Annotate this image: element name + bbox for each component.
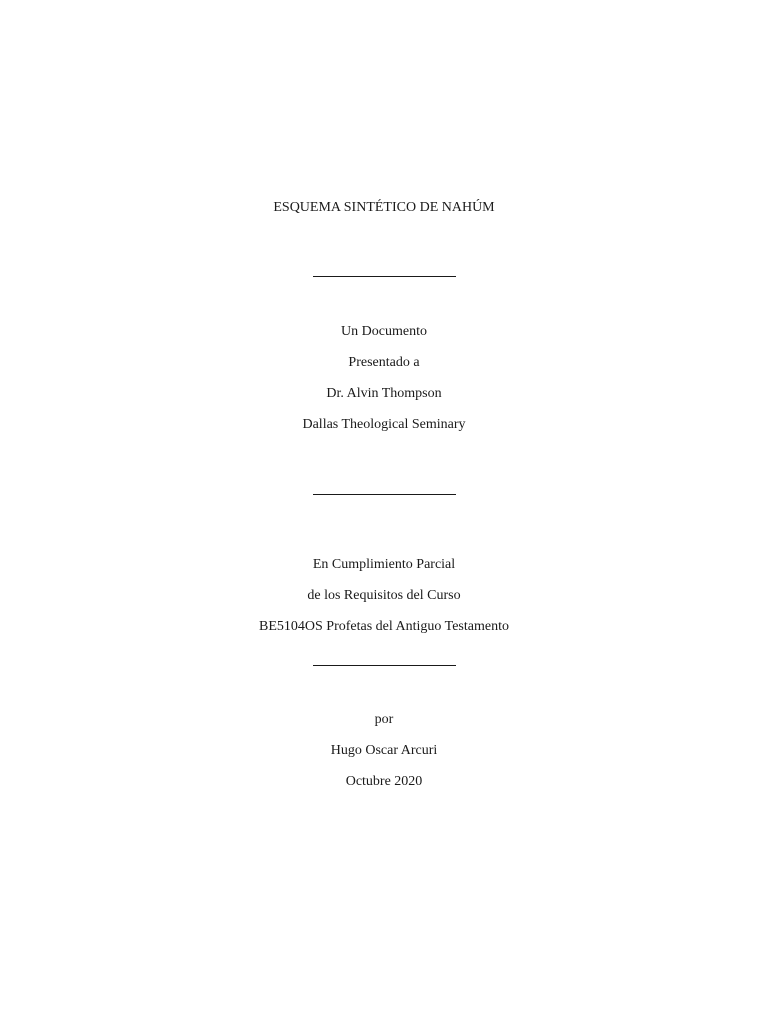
course-name: BE5104OS Profetas del Antiguo Testamento [259, 619, 509, 634]
separator-line [313, 494, 456, 495]
fulfillment-line-2: de los Requisitos del Curso [307, 588, 461, 603]
presentation-line-1: Un Documento [341, 324, 427, 339]
institution-name: Dallas Theological Seminary [302, 417, 466, 432]
presentation-line-2: Presentado a [348, 355, 420, 370]
document-date: Octubre 2020 [345, 774, 423, 789]
separator-line [313, 276, 456, 277]
professor-name: Dr. Alvin Thompson [326, 386, 442, 401]
document-title: ESQUEMA SINTÉTICO DE NAHÚM [273, 200, 495, 215]
fulfillment-line-1: En Cumplimiento Parcial [312, 557, 456, 572]
by-label: por [374, 712, 394, 727]
author-name: Hugo Oscar Arcuri [330, 743, 438, 758]
separator-line [313, 665, 456, 666]
